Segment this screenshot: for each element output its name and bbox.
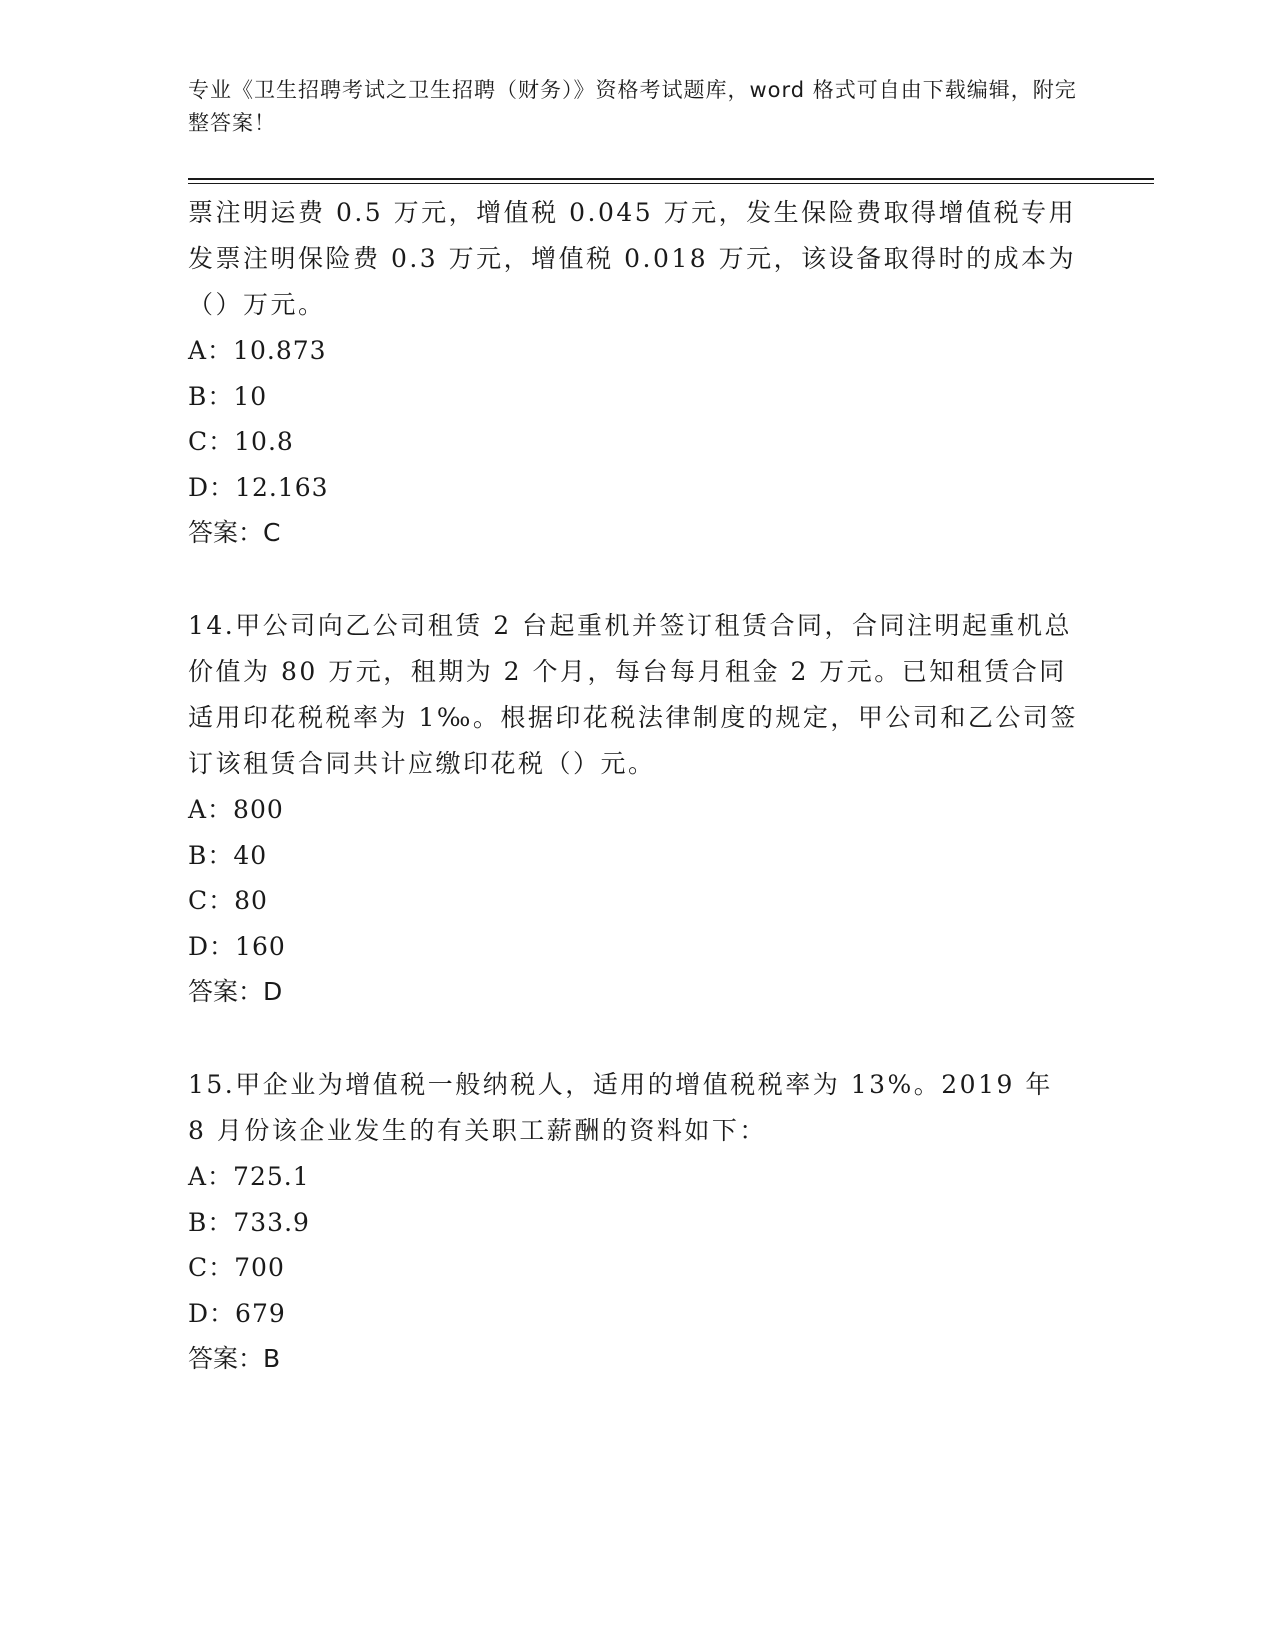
question-list <box>188 190 1078 1429</box>
option-c: C：10.8 <box>188 427 294 456</box>
option-a: A：10.873 <box>188 336 327 365</box>
document-header: 专业《卫生招聘考试之卫生招聘（财务）》资格考试题库，word 格式可自由下载编辑，附完整答案！ <box>188 78 1077 135</box>
answer-line: 答案：D <box>188 977 283 1006</box>
question-15 <box>188 1062 1078 1382</box>
question-text: 15.甲企业为增值税一般纳税人，适用的增值税税率为 13%。2019 年 8 月份该企业发生的有关职工薪酬的资料如下： <box>188 1070 1053 1145</box>
option-b: B：10 <box>188 381 268 411</box>
option-d: D：679 <box>188 1298 286 1328</box>
option-d: D：160 <box>188 931 286 961</box>
answer-line: 答案：B <box>188 1344 281 1373</box>
option-c: C：700 <box>188 1253 285 1282</box>
question-text: 14.甲公司向乙公司租赁 2 台起重机并签订租赁合同，合同注明起重机总价值为 80 万元，租期为 2 个月，每台每月租金 2 万元。已知租赁合同适用印花税税率为 1‰。根据印花税法律制度的规定，甲公司和乙公司签订该租赁合同共计应缴印花税（）元。 <box>188 611 1078 778</box>
option-b: B：733.9 <box>188 1207 310 1237</box>
question-text: 票注明运费 0.5 万元，增值税 0.045 万元，发生保险费取得增值税专用发票注明保险费 0.3 万元，增值税 0.018 万元，该设备取得时的成本为（）万元。 <box>188 198 1077 319</box>
option-a: A：800 <box>188 795 284 824</box>
option-b: B：40 <box>188 840 268 870</box>
option-d: D：12.163 <box>188 472 329 502</box>
question-14 <box>188 603 1078 1015</box>
option-c: C：80 <box>188 886 268 915</box>
option-a: A：725.1 <box>188 1162 310 1191</box>
question-13 <box>188 190 1078 556</box>
header-divider <box>188 178 1154 184</box>
answer-line: 答案：C <box>188 518 281 547</box>
